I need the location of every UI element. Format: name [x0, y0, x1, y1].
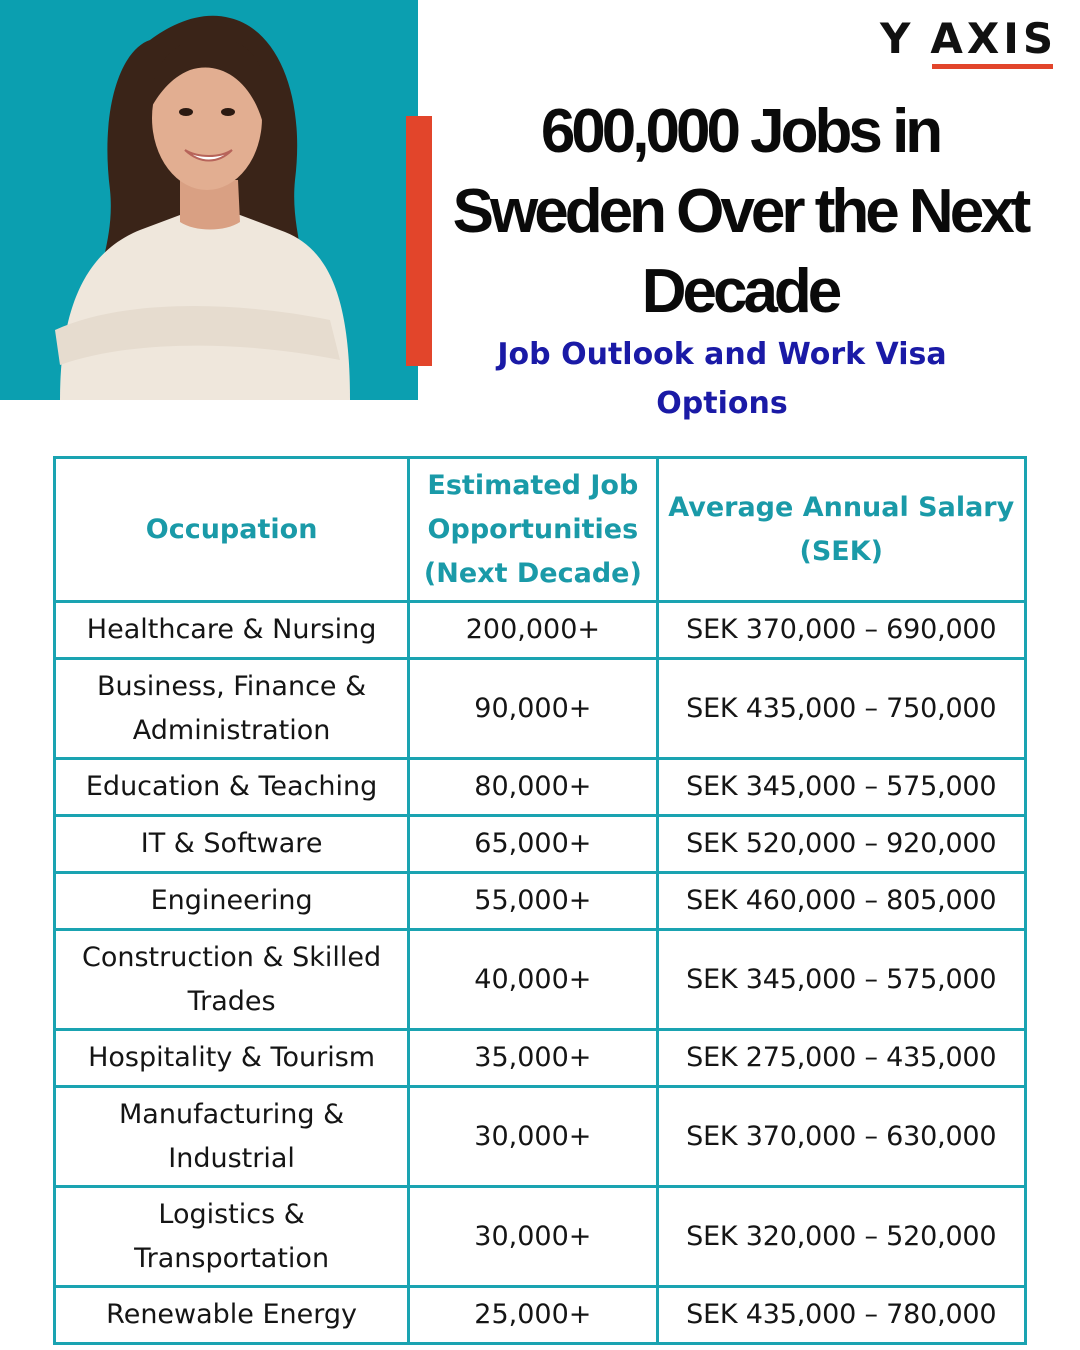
woman-portrait-illustration [0, 0, 418, 400]
jobs-cell: 80,000+ [409, 759, 657, 816]
logo-text-right-wrap [930, 14, 1057, 63]
occupation-cell: Renewable Energy [55, 1287, 409, 1344]
salary-cell: SEK 345,000 – 575,000 [657, 759, 1025, 816]
jobs-cell: 200,000+ [409, 602, 657, 659]
occupation-cell: Engineering [55, 873, 409, 930]
salary-cell: SEK 460,000 – 805,000 [657, 873, 1025, 930]
jobs-cell: 35,000+ [409, 1030, 657, 1087]
table-row [55, 816, 1026, 873]
jobs-cell: 55,000+ [409, 873, 657, 930]
salary-cell: SEK 520,000 – 920,000 [657, 816, 1025, 873]
table-row [55, 873, 1026, 930]
occupation-cell: Business, Finance & Administration [55, 659, 409, 759]
occupation-cell: IT & Software [55, 816, 409, 873]
jobs-table [53, 456, 1027, 1345]
table-row [55, 1187, 1026, 1287]
salary-cell: SEK 275,000 – 435,000 [657, 1030, 1025, 1087]
table-row [55, 759, 1026, 816]
occupation-cell: Logistics & Transportation [55, 1187, 409, 1287]
jobs-cell: 65,000+ [409, 816, 657, 873]
logo-underline [932, 64, 1053, 69]
jobs-cell: 30,000+ [409, 1187, 657, 1287]
header-occupation: Occupation [55, 458, 409, 602]
salary-cell: SEK 320,000 – 520,000 [657, 1187, 1025, 1287]
table-row [55, 1087, 1026, 1187]
table-row [55, 1030, 1026, 1087]
salary-cell: SEK 435,000 – 780,000 [657, 1287, 1025, 1344]
table-row [55, 1287, 1026, 1344]
red-accent-bar [406, 116, 432, 366]
table-row [55, 602, 1026, 659]
hero-photo [0, 0, 418, 400]
jobs-cell: 30,000+ [409, 1087, 657, 1187]
table-header-row [55, 458, 1026, 602]
occupation-cell: Education & Teaching [55, 759, 409, 816]
header-job-opportunities: Estimated Job Opportunities (Next Decade) [409, 458, 657, 602]
salary-cell: SEK 370,000 – 690,000 [657, 602, 1025, 659]
page-title: 600,000 Jobs in Sweden Over the Next Decade [452, 97, 1028, 326]
header-average-salary: Average Annual Salary (SEK) [657, 458, 1025, 602]
logo-text-left: Y [880, 13, 915, 63]
table-row [55, 659, 1026, 759]
salary-cell: SEK 435,000 – 750,000 [657, 659, 1025, 759]
jobs-cell: 40,000+ [409, 930, 657, 1030]
logo-text-right: AXIS [930, 13, 1058, 63]
y-axis-logo [880, 8, 1070, 68]
jobs-cell: 90,000+ [409, 659, 657, 759]
salary-cell: SEK 370,000 – 630,000 [657, 1087, 1025, 1187]
table-row [55, 930, 1026, 1030]
salary-cell: SEK 345,000 – 575,000 [657, 930, 1025, 1030]
occupation-cell: Construction & Skilled Trades [55, 930, 409, 1030]
occupation-cell: Hospitality & Tourism [55, 1030, 409, 1087]
occupation-cell: Healthcare & Nursing [55, 602, 409, 659]
occupation-cell: Manufacturing & Industrial [55, 1087, 409, 1187]
jobs-cell: 25,000+ [409, 1287, 657, 1344]
page-subtitle: Job Outlook and Work Visa Options [497, 337, 947, 421]
